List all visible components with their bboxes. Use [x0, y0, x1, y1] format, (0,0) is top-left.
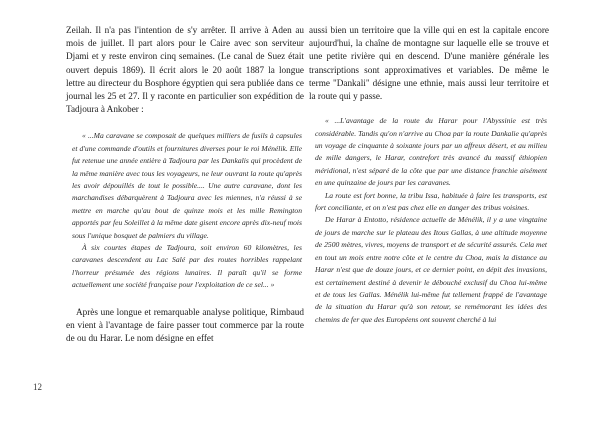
right-paragraph-harar: aussi bien un territoire que la ville qui en est la capitale encore aujourd'hui, la chaîne de montagne sur laquelle elle se trouve et une petite rivière qui en descend. D'une manière générale les transcriptions sont approximatives et variables. De même le terme "Dankali" désigne une ethnie, mais aussi leur territoire et la route qui y passe. [309, 25, 549, 102]
right-quote-avantage: « ...L'avantage de la route du Harar pour l'Abyssinie est très considérable. Tandis qu'on n'arrive au Choa par la route Dankalie qu'après un voyage de cinquante à soixante jours par un affreux désert, et au milieu de mille dangers, le Harar, contrefort très avancé du massif éthiopien méridional, n'est séparé de la côte que par une distance franchie aisément en une quinzaine de jours par les caravanes. [315, 116, 547, 188]
right-column [309, 24, 549, 326]
left-paragraph-intro: Zeilah. Il n'a pas l'intention de s'y arrêter. Il arrive à Aden au mois de juillet. Il part alors pour le Caire avec son serviteur Djami et y reste environ cinq semaines. (Le canal de Suez était ouvert depuis 1869). Il écrit alors le 20 août 1887 la longue lettre au directeur du Bosphore égyptien qui sera publiée dans ce journal les 25 et 27. Il y raconte en particulier son expédition de Tadjoura à Ankober : [66, 25, 304, 115]
left-paragraph-analysis: Après une longue et remarquable analyse politique, Rimbaud en vient à l'avantage de faire passer tout commerce par la route de ou du Harar. Le nom désigne en effet [66, 306, 304, 344]
left-quote-lac-sale: À six courtes étapes de Tadjoura, soit environ 60 kilomètres, les caravanes descendent au Lac Salé par des routes horribles rappelant l'horreur présumée des régions lunaires. Il paraît qu'il se forme actuellement une société française pour l'exploitation de ce sel... » [72, 243, 302, 290]
right-quote-entotto: De Harar à Entotto, résidence actuelle de Ménélik, il y a une vingtaine de jours de marche sur le plateau des Itous Gallas, à une altitude moyenne de 2500 mètres, vivres, moyens de transport et de sécurité assurés. Cela met en tout un mois entre notre côte et le centre du Choa, mais la distance au Harar n'est que de douze jours, et ce dernier point, en dépit des invasions, est certainement destiné à devenir le débouché exclusif du Choa lui-même et de tous les Gallas. Ménélik lui-même fut tellement frappé de l'avantage de la situation du Harar qu'à son retour, se remémorant les idées des chemins de fer que des Européens ont souvent cherché à lui [315, 215, 547, 324]
left-quote-caravane: « ...Ma caravane se composait de quelques milliers de fusils à capsules et d'une commande d'outils et fournitures diverses pour le roi Ménélik. Elle fut retenue une année entière à Tadjoura par les Dankalis qui procèdent de la même manière avec tous les voyageurs, ne leur ouvrant la route qu'après les avoir dépouillés de tout le possible.... Une autre caravane, dont les marchandises débarquèrent à Tadjoura avec les miennes, n'a réussi à se mettre en marche qu'au bout de quinze mois et les mille Remington apportés par feu Soleillet à la même date gisent encore après dix-neuf mois sous l'unique bosquet de palmiers du village. [72, 131, 302, 240]
left-column [66, 24, 304, 345]
right-quote-route-issa: La route est fort bonne, la tribu Issa, habituée à faire les transports, est fort conciliante, et on n'est pas chez elle en danger des tribus voisines. [315, 190, 547, 213]
page-number: 12 [33, 382, 42, 392]
